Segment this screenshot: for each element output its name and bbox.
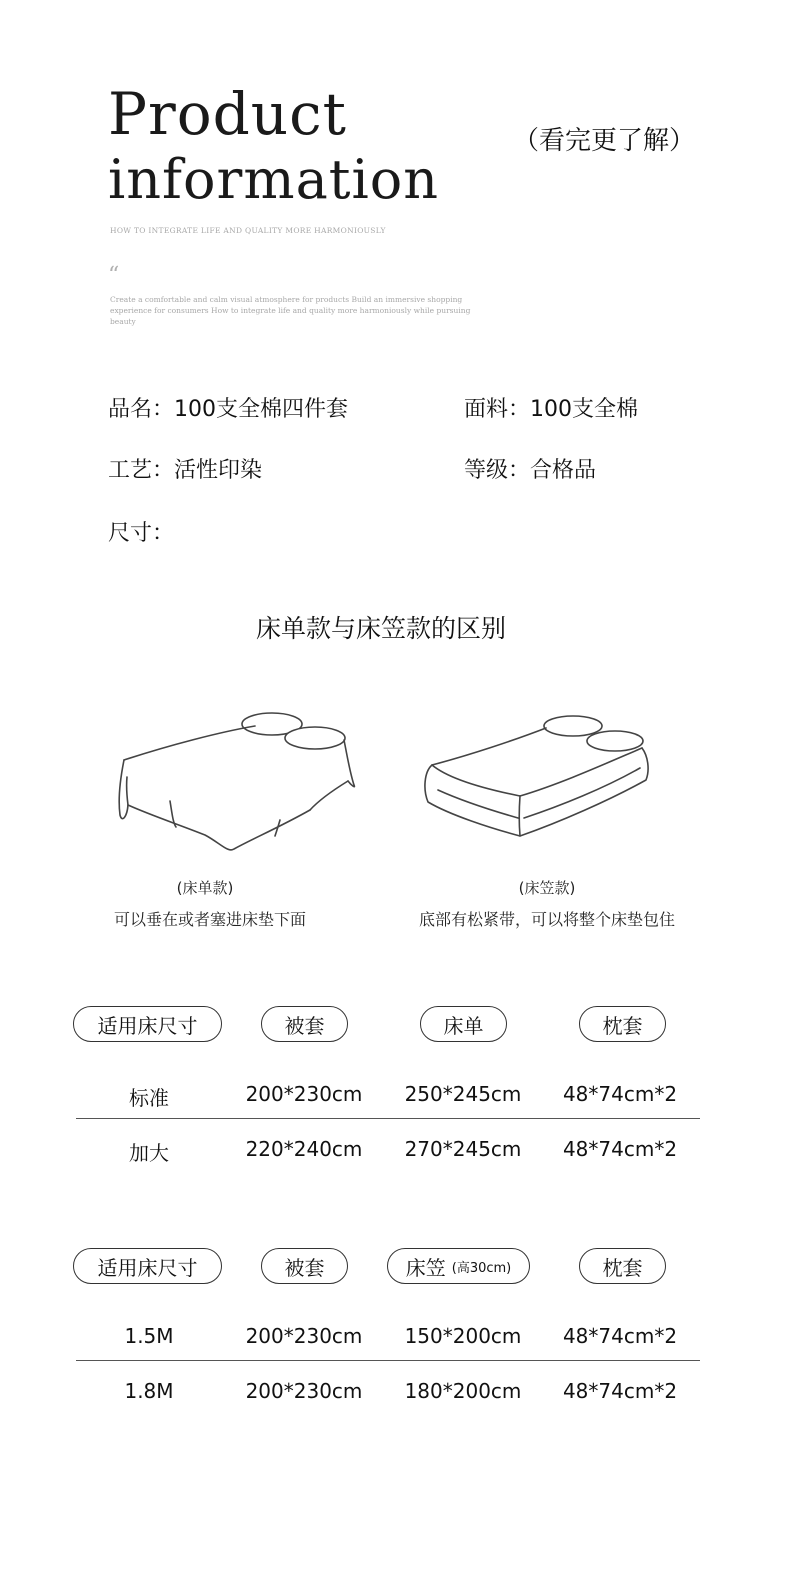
cell-bed-size: 1.8M	[124, 1379, 174, 1403]
header-fitted-sheet-label: 床笠	[405, 1255, 446, 1280]
header-pillowcase: 枕套	[579, 1006, 666, 1042]
quote-mark-icon: “	[108, 263, 120, 288]
header-bed-size: 适用床尺寸	[73, 1006, 222, 1042]
spec-fabric: 面料：100支全棉	[464, 397, 638, 422]
flat-sheet-bed-illustration	[110, 705, 370, 860]
header-fitted-sheet	[387, 1248, 530, 1284]
cell-pillowcase: 48*74cm*2	[562, 1082, 678, 1106]
flat-sheet-description: 可以垂在或者塞进床垫下面	[113, 910, 306, 929]
header-bed-sheet: 床单	[420, 1006, 507, 1042]
header-duvet-cover: 被套	[261, 1006, 348, 1042]
cell-duvet-cover: 220*240cm	[245, 1137, 363, 1161]
read-more-note: （看完更了解）	[513, 126, 696, 156]
cell-duvet-cover: 200*230cm	[245, 1324, 363, 1348]
row-divider	[76, 1360, 700, 1361]
spec-grade: 等级：合格品	[464, 458, 597, 483]
comparison-title: 床单款与床笠款的区别	[255, 614, 506, 643]
cell-bed-size: 加大	[129, 1141, 169, 1165]
title-line-1: Product	[108, 80, 347, 148]
fitted-sheet-label: (床笠款)	[518, 879, 576, 897]
row-divider	[76, 1118, 700, 1119]
spec-product-name: 品名：100支全棉四件套	[108, 397, 348, 422]
header-bed-size: 适用床尺寸	[73, 1248, 222, 1284]
cell-duvet-cover: 200*230cm	[245, 1082, 363, 1106]
header-duvet-cover: 被套	[261, 1248, 348, 1284]
cell-bed-sheet: 250*245cm	[404, 1082, 522, 1106]
flat-sheet-label: (床单款)	[176, 879, 234, 897]
cell-pillowcase: 48*74cm*2	[562, 1324, 678, 1348]
cell-pillowcase: 48*74cm*2	[562, 1379, 678, 1403]
tagline: HOW TO INTEGRATE LIFE AND QUALITY MORE HARMONIOUSLY	[110, 226, 386, 235]
spec-size: 尺寸：	[108, 521, 175, 546]
fitted-sheet-bed-illustration	[420, 710, 655, 845]
cell-pillowcase: 48*74cm*2	[562, 1137, 678, 1161]
brand-description: Create a comfortable and calm visual atmosphere for products Build an immersive shopping experience for consumers How to integrate life and quality more harmoniously while pursuing beauty	[110, 295, 471, 326]
spec-craft: 工艺：活性印染	[108, 458, 263, 483]
cell-duvet-cover: 200*230cm	[245, 1379, 363, 1403]
header-fitted-sheet-height-note: (高30cm)	[451, 1260, 512, 1276]
cell-bed-size: 标准	[129, 1086, 169, 1110]
header-pillowcase: 枕套	[579, 1248, 666, 1284]
fitted-sheet-description: 底部有松紧带，可以将整个床垫包住	[418, 910, 675, 929]
cell-fitted-sheet: 150*200cm	[404, 1324, 522, 1348]
cell-bed-sheet: 270*245cm	[404, 1137, 522, 1161]
cell-bed-size: 1.5M	[124, 1324, 174, 1348]
title-line-2: information	[108, 148, 440, 211]
cell-fitted-sheet: 180*200cm	[404, 1379, 522, 1403]
